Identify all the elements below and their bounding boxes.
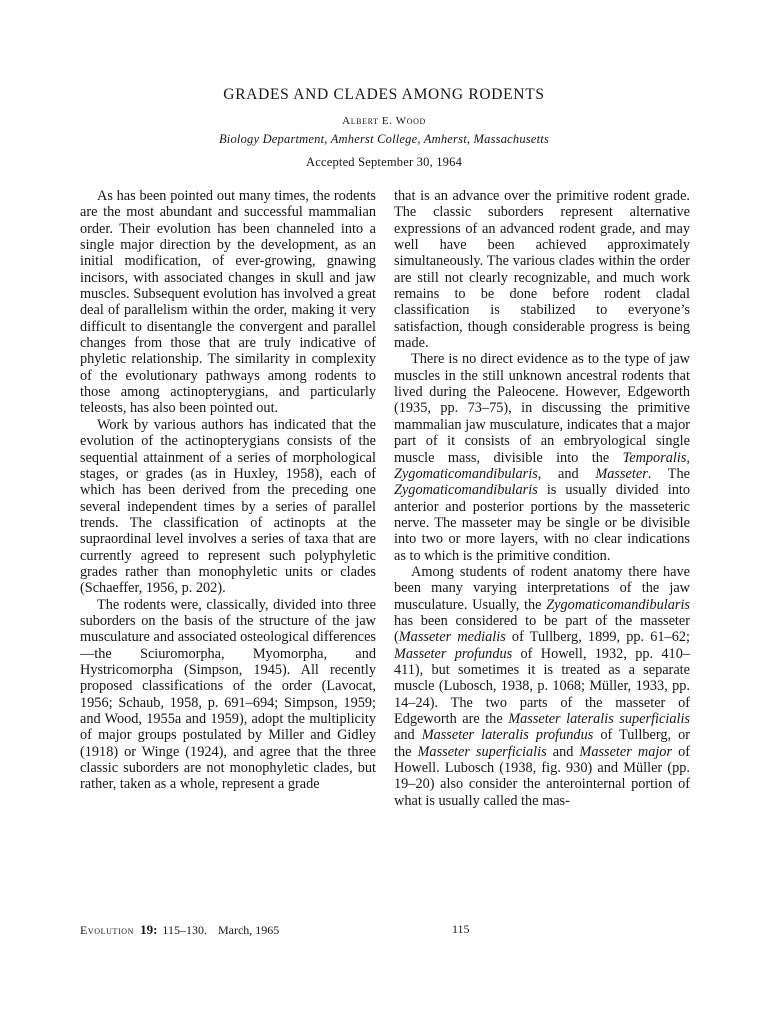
page-range: 115–130.	[162, 923, 207, 937]
taxon-name: Zygomaticomandibularis	[394, 465, 538, 482]
volume-number: 19:	[140, 922, 158, 937]
taxon-name: Masseter medialis	[398, 629, 506, 646]
right-paragraph-1: that is an advance over the primitive rodent grade. The classic suborders represent alternative expressions of an advanced rodent grade, and may well have been achieved approximately simultaneously. The various clades within the order are still not clearly recognizable, and much work remains to be done before rodent cladal classification is stabilized to everyone’s satisfaction, though considerable progress is being made.	[394, 188, 690, 352]
text-run: and	[394, 727, 422, 744]
left-paragraph-1: As has been pointed out many times, the rodents are the most abundant and successful mammalian order. Their evolution has been channeled into a single major direction by the development, as an initial modification, of ever-growing, gnawing incisors, with associated changes in skull and jaw muscles. Subsequent evolution has involved a great deal of parallelism within the order, making it very difficult to disentangle the convergent and parallel changes from those that are truly indicative of phyletic relationship. The similarity in complexity of the evolutionary pathways among rodents to those among actinopterygians, and particularly teleosts, has also been pointed out.	[80, 188, 376, 417]
taxon-name: Masseter	[595, 465, 648, 482]
taxon-name: Masseter major	[579, 743, 673, 760]
text-run: Among students of rodent anatomy there have been many varying interpretations of the jaw musculature. Usually, the	[394, 563, 690, 613]
article-title: GRADES AND CLADES AMONG RODENTS	[223, 86, 545, 103]
right-column	[394, 188, 690, 809]
text-run: is usually divided into anterior and posterior portions by the masseteric nerve. The masseter may be single or be divisible into two or more layers, with no clear indications as to which is the primitive condition.	[394, 482, 690, 564]
taxon-name: Masseter lateralis superficialis	[508, 711, 690, 727]
issue-date: March, 1965	[217, 923, 280, 937]
taxon-name: Zygomaticomandibularis	[546, 596, 690, 613]
author-name: Albert E. Wood	[342, 115, 426, 127]
page-footer	[80, 922, 470, 938]
journal-name: Evolution	[80, 923, 135, 937]
text-run: There is no direct evidence as to the type of jaw muscles in the still unknown ancestral rodents that lived during the Paleocene. However, Edgeworth (1935, pp. 73–75), in discussing the primitive mammalian jaw musculature, indicates that a major part of it consists of an embryological single muscle mass, divisible into the	[394, 351, 690, 466]
text-run: of Howell, 1932, pp. 410–411), but sometimes it is treated as a separate muscle (Lubosch, 1938, p. 1068; Müller, 1933, pp. 14–24). The two parts of the masseter of Edgeworth are the	[394, 645, 691, 727]
text-run: has been considered to be part of the masseter (	[394, 612, 690, 646]
left-paragraph-3: The rodents were, classically, divided into three suborders on the basis of the structure of the jaw musculature and associated osteological differences—the Sciuromorpha, Myomorpha, and Hystricomorpha (Simpson, 1945). All recently proposed classifications of the order (Lavocat, 1956; Schaub, 1958, p. 691–694; Simpson, 1959; and Wood, 1955a and 1959), adopt the multiplicity of major groups postulated by Miller and Gidley (1918) or Winge (1924), and agree that the three classic suborders are not monophyletic clades, but rather, taken as a whole, represent a grade	[80, 596, 376, 793]
text-run: of Howell. Lubosch (1938, fig. 930) and Müller (pp. 19–20) also consider the anterointernal portion of what is usually called the mas-	[394, 743, 690, 809]
left-column	[80, 188, 376, 793]
text-run: ,	[686, 449, 690, 466]
left-paragraph-2: Work by various authors has indicated that the evolution of the actinopterygians consists of the sequential attainment of a series of morphological stages, or grades (as in Huxley, 1958), each of which has been derived from the preceding one several independent times by a series of parallel trends. The classification of actinopts at the supraordinal level involves a series of taxa that are currently agreed to represent such polyphyletic grades rather than monophyletic units or clades (Schaeffer, 1956, p. 202).	[80, 416, 376, 597]
author-affiliation: Biology Department, Amherst College, Amherst, Massachusetts	[218, 132, 550, 146]
taxon-name: Masseter lateralis profundus	[421, 727, 594, 744]
page-number: 115	[452, 922, 470, 936]
taxon-name: Masseter superficialis	[417, 743, 547, 760]
text-run: of Tullberg, 1899, pp. 61–62;	[505, 629, 690, 646]
taxon-name: Temporalis	[622, 449, 687, 466]
taxon-name: Zygomaticomandibularis	[394, 482, 538, 499]
text-run: , and	[537, 465, 596, 482]
taxon-name: Masseter profundus	[394, 645, 513, 662]
accepted-date: Accepted September 30, 1964	[305, 155, 463, 169]
text-run: . The	[647, 465, 690, 482]
right-paragraph-3	[394, 564, 690, 809]
text-run: of Tullberg, or the	[394, 727, 691, 760]
text-run: and	[546, 743, 580, 760]
right-paragraph-2	[394, 351, 690, 563]
